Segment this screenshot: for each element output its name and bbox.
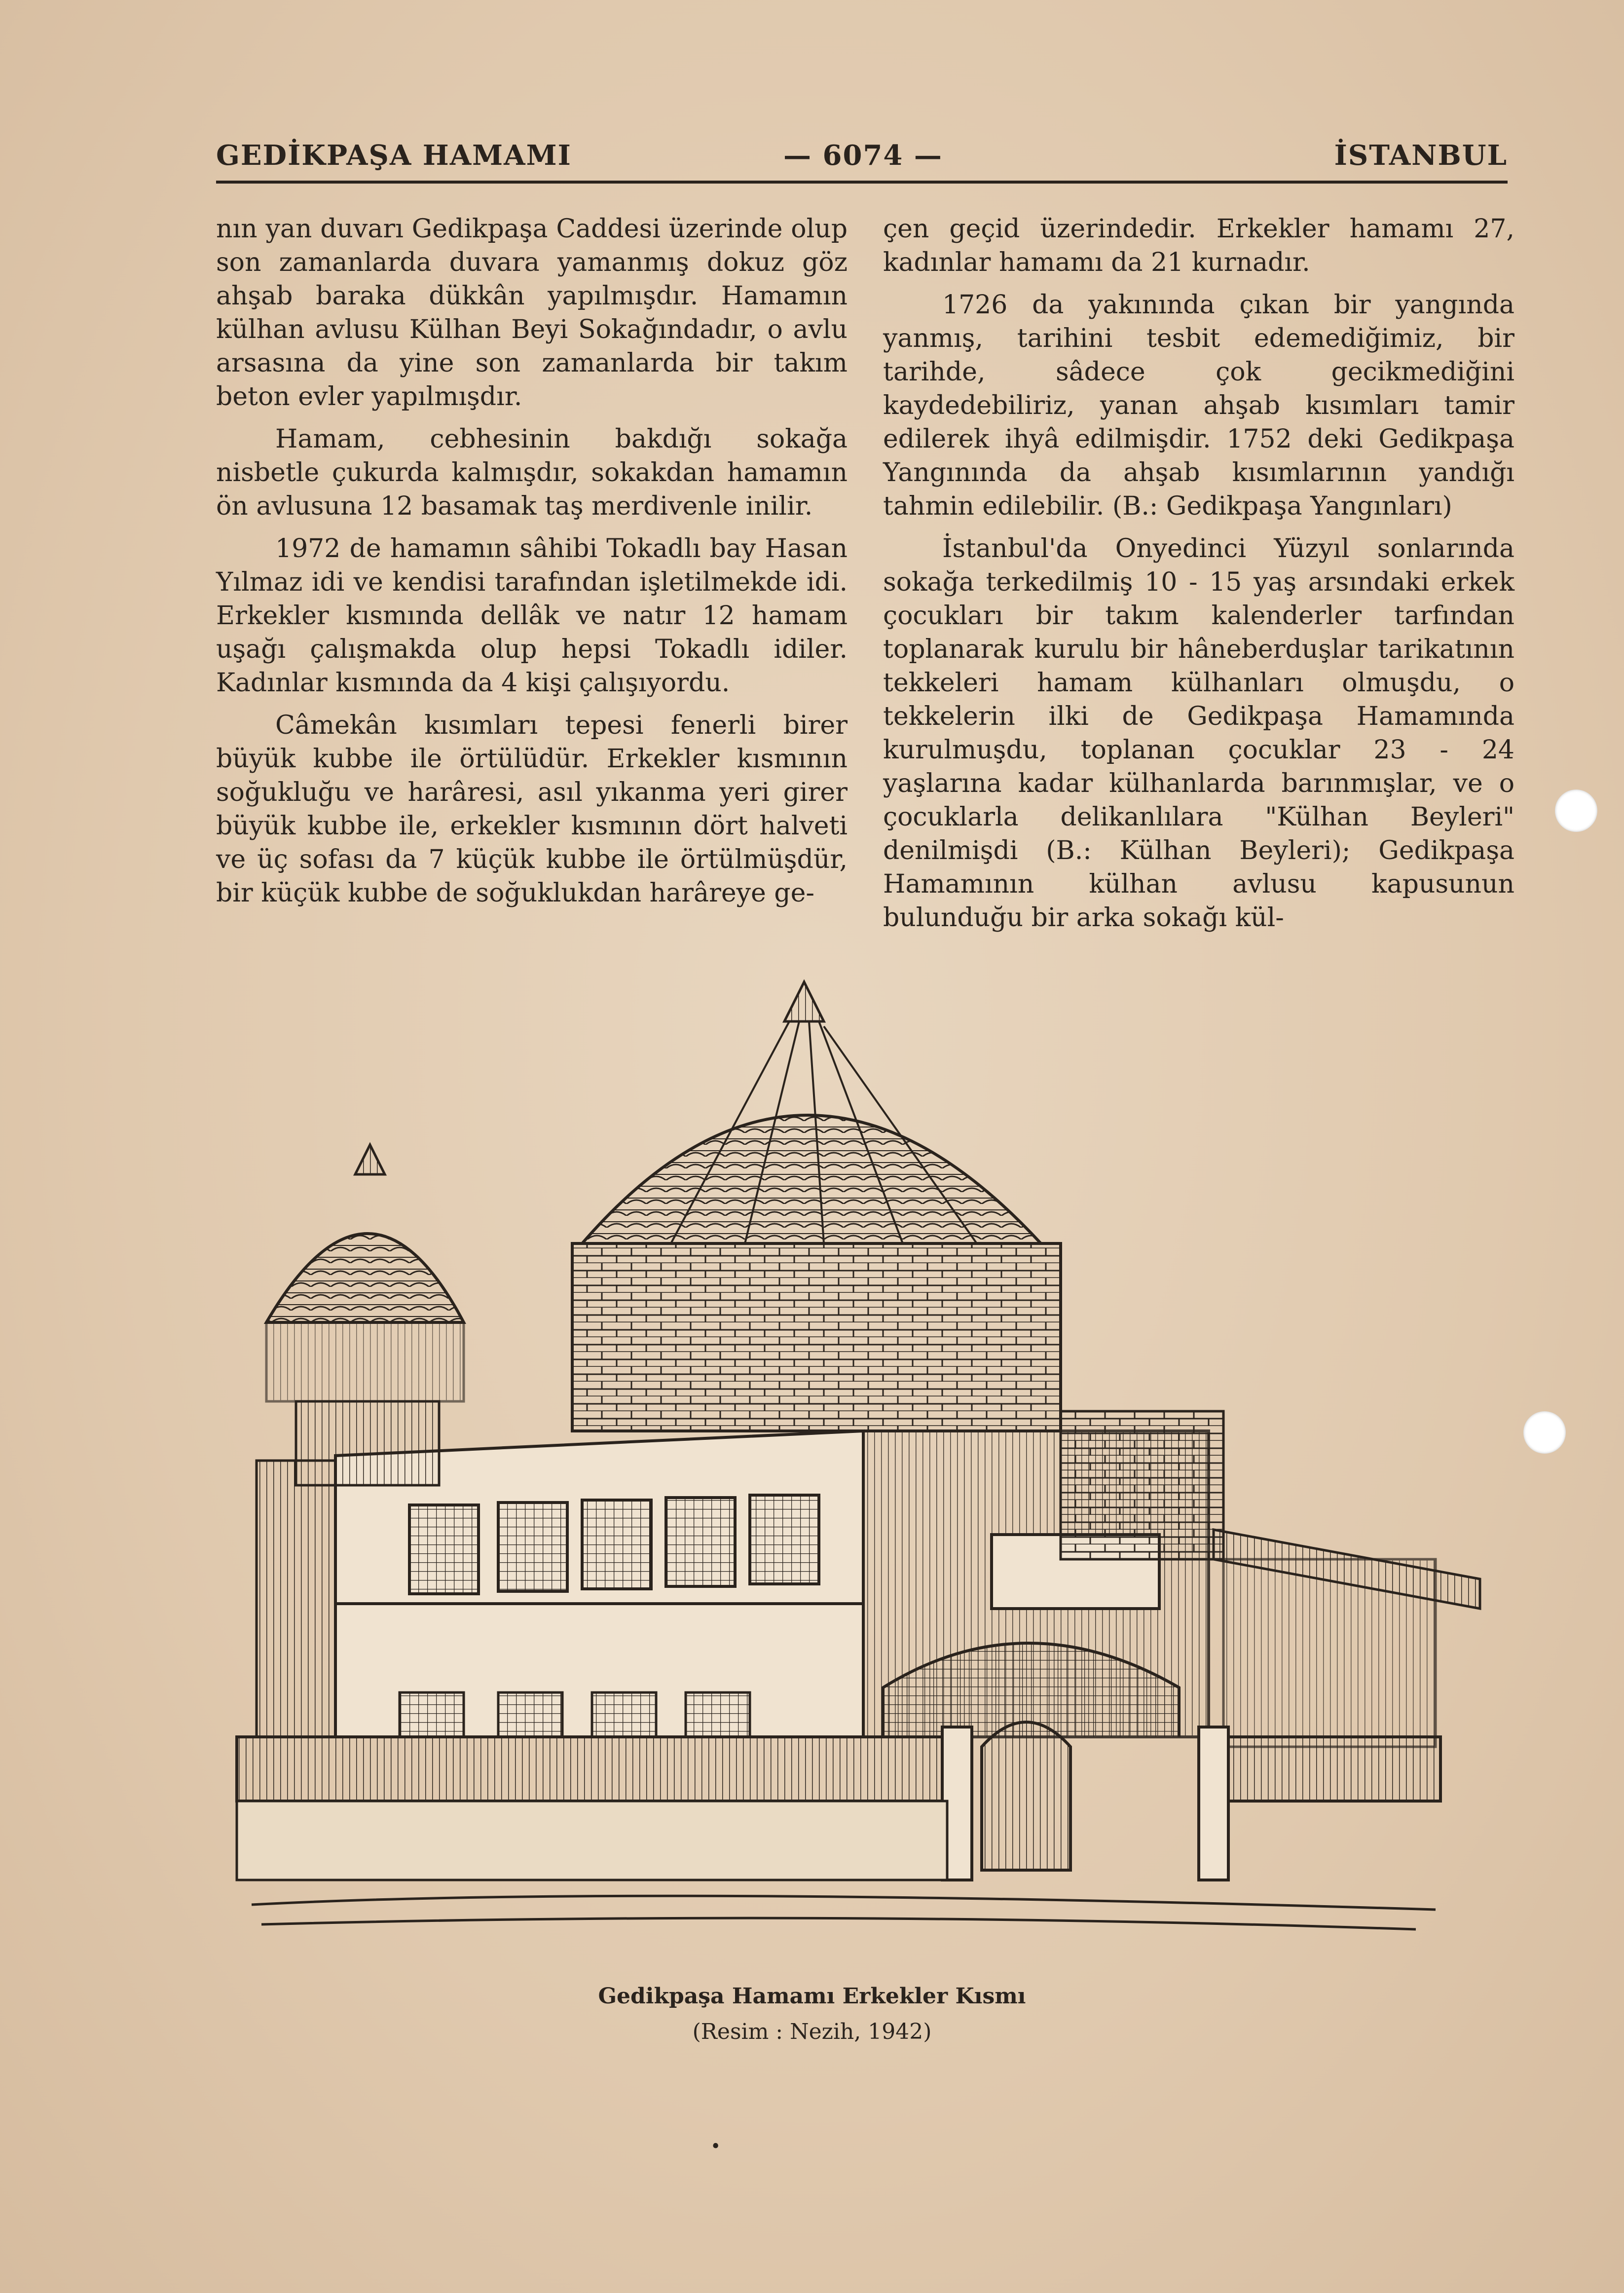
paragraph: nın yan duvarı Gedikpaşa Caddesi üzerinde olup son zamanlarda duvara yamanmış dokuz göz ahşab baraka dükkân yapılmışdır. Hamamın külhan avlusu Külhan Beyi Sokağındadır, o avlu arsasına da yine son zamanlarda bir takım beton evler yapılmışdır. bbox=[216, 214, 848, 412]
bathhouse-illustration bbox=[232, 967, 1495, 1949]
header-title: GEDİKPAŞA HAMAMI bbox=[216, 139, 572, 172]
left-column bbox=[216, 212, 848, 919]
small-dome bbox=[266, 1145, 464, 1401]
page-number: — 6074 — bbox=[783, 139, 943, 172]
figure-credit: (Resim : Nezih, 1942) bbox=[692, 2019, 932, 2044]
stone-drum bbox=[572, 1243, 1061, 1431]
paragraph: Hamam, cebhesinin bakdığı sokağa nisbetle çukurda kalmışdır, sokakdan hamamın ön avlusuna 12 basamak taş merdivenle inilir. bbox=[216, 424, 848, 521]
punch-hole-top bbox=[1555, 789, 1597, 832]
paragraph: Câmekân kısımları tepesi fenerli birer büyük kubbe ile örtülüdür. Erkekler kısmının soğukluğu ve harâresi, asıl yıkanma yeri girer büyük kubbe ile, erkekler kısmının dört halveti ve üç sofası da 7 küçük kubbe ile örtülmüşdür, bir küçük kubbe de soğuklukdan harâreye ge- bbox=[216, 711, 848, 908]
figure-caption: Gedikpaşa Hamamı Erkekler Kısmı bbox=[598, 1984, 1026, 2009]
running-header bbox=[216, 129, 1508, 184]
punch-hole-bottom bbox=[1523, 1411, 1566, 1454]
paragraph: çen geçid üzerindedir. Erkekler hamamı 27, kadınlar hamamı da 21 kurnadır. bbox=[883, 214, 1514, 277]
right-column bbox=[883, 212, 1514, 943]
paragraph: 1726 da yakınında çıkan bir yangında yanmış, tarihini tesbit edemediğimiz, bir tarihde, sâdece çok gecikmediğini kaydedebiliriz, yanan ahşab kısımları tamir edilerek ihyâ edilmişdir. 1752 deki Gedikpaşa Yangınında da ahşab kısımlarının yandığı tahmin edilebilir. (B.: Gedikpaşa Yangınları) bbox=[883, 290, 1514, 521]
footer-mark: • bbox=[710, 2137, 721, 2157]
main-dome bbox=[582, 982, 1041, 1243]
front-building bbox=[257, 1401, 863, 1737]
paragraph: İstanbul'da Onyedinci Yüzyıl sonlarında sokağa terkedilmiş 10 - 15 yaş arsındaki erkek çocukları bir takım kalenderler tarfından toplanarak kurulu bir hâneberduşlar tarikatının tekkeleri hamam külhanları olmuşdu, o tekkelerin ilki de Gedikpaşa Hamamında kurulmuşdu, toplanan çocuklar 23 - 24 yaşlarına kadar külhanlarda barınmışlar, ve o çocuklarla delikanlılara "Külhan Beyleri" denilmişdi (B.: Külhan Beyleri); Gedikpaşa Hamamının külhan avlusu kapusunun bulunduğu bir arka sokağı kül- bbox=[883, 534, 1514, 933]
ground-lines bbox=[252, 1896, 1436, 1929]
front-railing bbox=[237, 1727, 1440, 1880]
header-city: İSTANBUL bbox=[1334, 139, 1508, 172]
header-rule bbox=[216, 181, 1508, 184]
paragraph: 1972 de hamamın sâhibi Tokadlı bay Hasan Yılmaz idi ve kendisi tarafından işletilmekde idi. Erkekler kısmında dellâk ve natır 12 hamam uşağı çalışmakda olup hepsi Tokadlı idiler. Kadınlar kısmında da 4 kişi çalışıyordu. bbox=[216, 534, 848, 698]
